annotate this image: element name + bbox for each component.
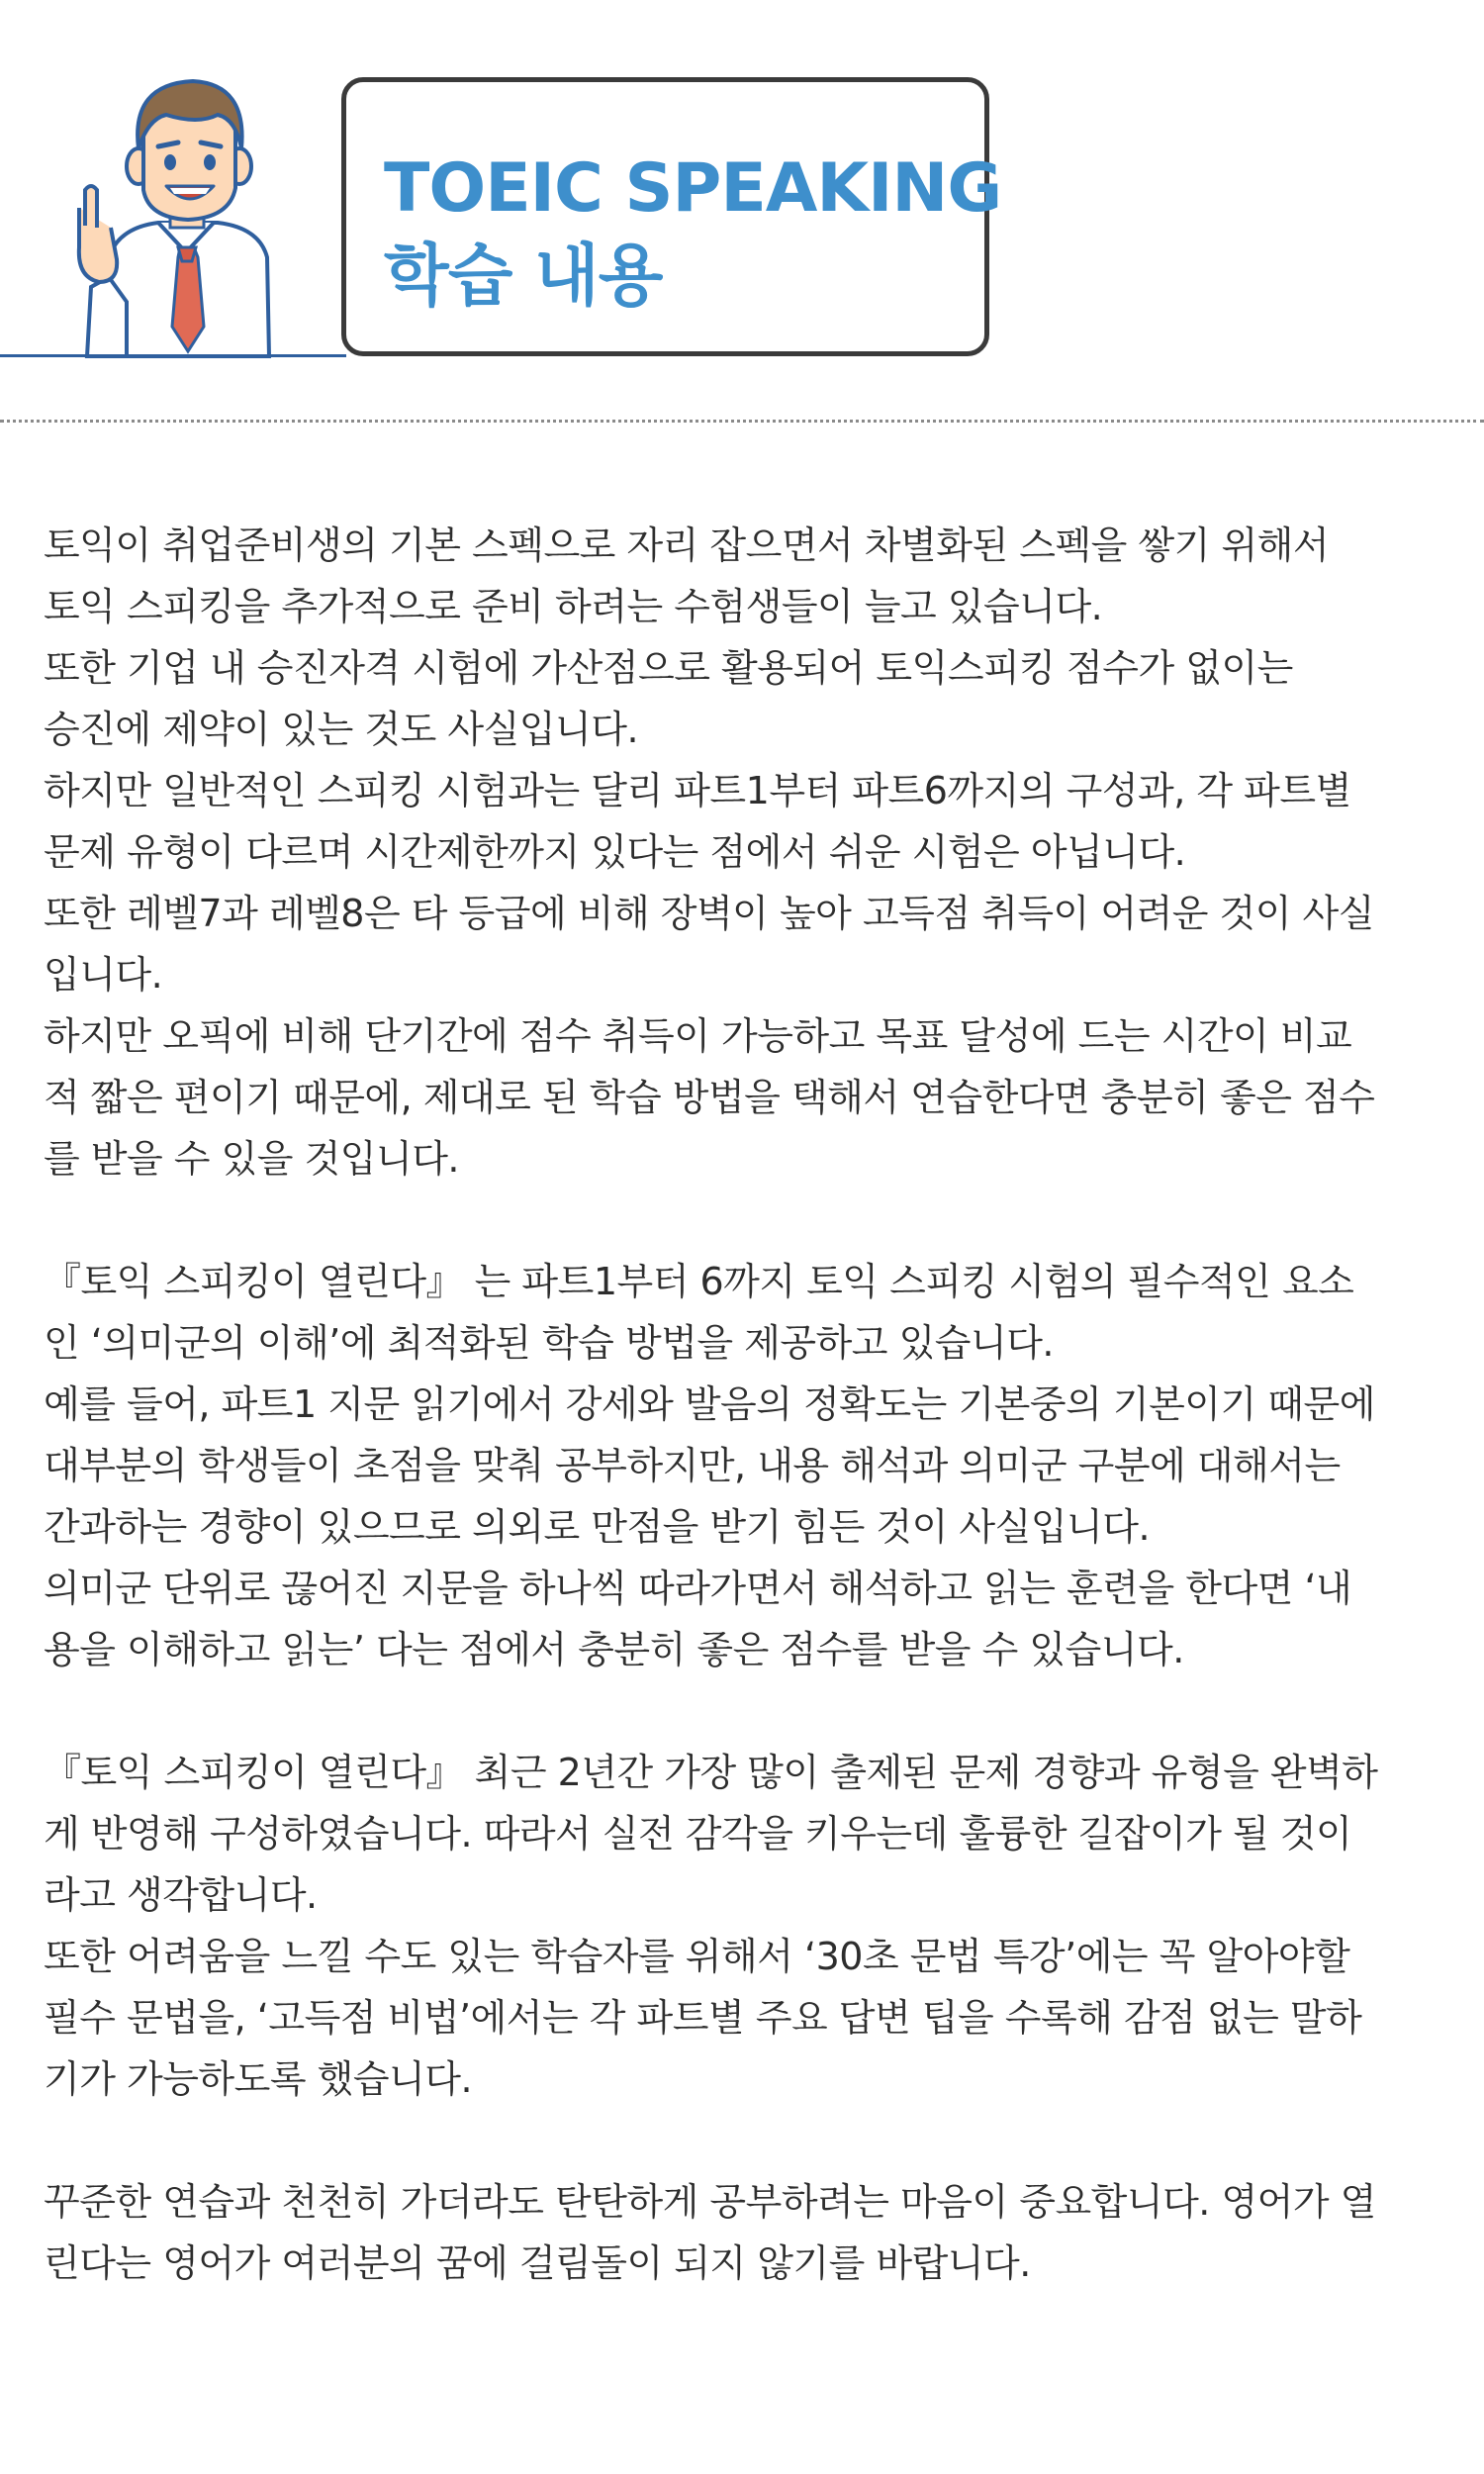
text-line: 하지만 오픽에 비해 단기간에 점수 취득이 가능하고 목표 달성에 드는 시간이 비교 xyxy=(44,1014,1352,1058)
businessman-pointing-icon xyxy=(0,79,356,366)
dotted-divider xyxy=(0,420,1484,423)
text-line: 게 반영해 구성하였습니다. 따라서 실전 감각을 키우는데 훌륭한 길잡이가 될 것이 xyxy=(44,1812,1352,1856)
text-line: 적 짧은 편이기 때문에, 제대로 된 학습 방법을 택해서 연습한다면 충분히 좋은 점수 xyxy=(44,1076,1375,1119)
text-line: 또한 기업 내 승진자격 시험에 가산점으로 활용되어 토익스피킹 점수가 없이는 xyxy=(44,646,1293,690)
text-line: 기가 가능하도록 했습니다. xyxy=(44,2057,473,2101)
title-box xyxy=(341,77,1002,356)
text-line: 라고 생각합니다. xyxy=(44,1873,318,1917)
header xyxy=(0,0,1484,416)
text-line: 대부분의 학생들이 초점을 맞춰 공부하지만, 내용 해석과 의미군 구분에 대해서는 xyxy=(44,1444,1341,1487)
text-line: 승진에 제약이 있는 것도 사실입니다. xyxy=(44,708,639,751)
page-subtitle: 학습 내용 xyxy=(384,238,663,316)
text-line: 를 받을 수 있을 것입니다. xyxy=(44,1137,459,1181)
paragraph xyxy=(44,2171,1448,2294)
paragraph xyxy=(44,1251,1448,1680)
text-line: 입니다. xyxy=(44,953,163,997)
text-line: 예를 들어, 파트1 지문 읽기에서 강세와 발음의 정확도는 기본중의 기본이기 때문에 xyxy=(44,1382,1375,1426)
text-line: 간과하는 경향이 있으므로 의외로 만점을 받기 힘든 것이 사실입니다. xyxy=(44,1505,1151,1549)
paragraph xyxy=(44,1742,1448,2110)
page-title: TOEIC SPEAKING xyxy=(384,149,1002,228)
text-line: 토익 스피킹을 추가적으로 준비 하려는 수험생들이 늘고 있습니다. xyxy=(44,585,1103,628)
text-line: 린다는 영어가 여러분의 꿈에 걸림돌이 되지 않기를 바랍니다. xyxy=(44,2241,1031,2285)
header-underline xyxy=(0,354,346,357)
paragraph xyxy=(44,515,1448,1189)
text-line: 문제 유형이 다르며 시간제한까지 있다는 점에서 쉬운 시험은 아닙니다. xyxy=(44,830,1186,874)
text-line: 필수 문법을, ‘고득점 비법’에서는 각 파트별 주요 답변 팁을 수록해 감점 없는 말하 xyxy=(44,1996,1362,2040)
text-line: 하지만 일반적인 스피킹 시험과는 달리 파트1부터 파트6까지의 구성과, 각 파트별 xyxy=(44,769,1351,812)
text-line: 또한 레벨7과 레벨8은 타 등급에 비해 장벽이 높아 고득점 취득이 어려운 것이 사실 xyxy=(44,892,1374,935)
text-line: 의미군 단위로 끊어진 지문을 하나씩 따라가면서 해석하고 읽는 훈련을 한다면 ‘내 xyxy=(44,1567,1352,1610)
text-line: 용을 이해하고 읽는’ 다는 점에서 충분히 좋은 점수를 받을 수 있습니다. xyxy=(44,1628,1184,1671)
text-line: 『토익 스피킹이 열린다』 최근 2년간 가장 많이 출제된 문제 경향과 유형을 완벽하 xyxy=(44,1751,1378,1794)
text-line: 꾸준한 연습과 천천히 가더라도 탄탄하게 공부하려는 마음이 중요합니다. 영어가 열 xyxy=(44,2180,1376,2224)
text-line: 인 ‘의미군의 이해’에 최적화된 학습 방법을 제공하고 있습니다. xyxy=(44,1321,1054,1365)
body-text xyxy=(44,515,1448,2355)
text-line: 토익이 취업준비생의 기본 스펙으로 자리 잡으면서 차별화된 스펙을 쌓기 위해서 xyxy=(44,523,1330,567)
text-line: 또한 어려움을 느낄 수도 있는 학습자를 위해서 ‘30초 문법 특강’에는 꼭 알아야할 xyxy=(44,1935,1350,1978)
text-line: 『토익 스피킹이 열린다』 는 파트1부터 6까지 토익 스피킹 시험의 필수적인 요소 xyxy=(44,1260,1354,1303)
